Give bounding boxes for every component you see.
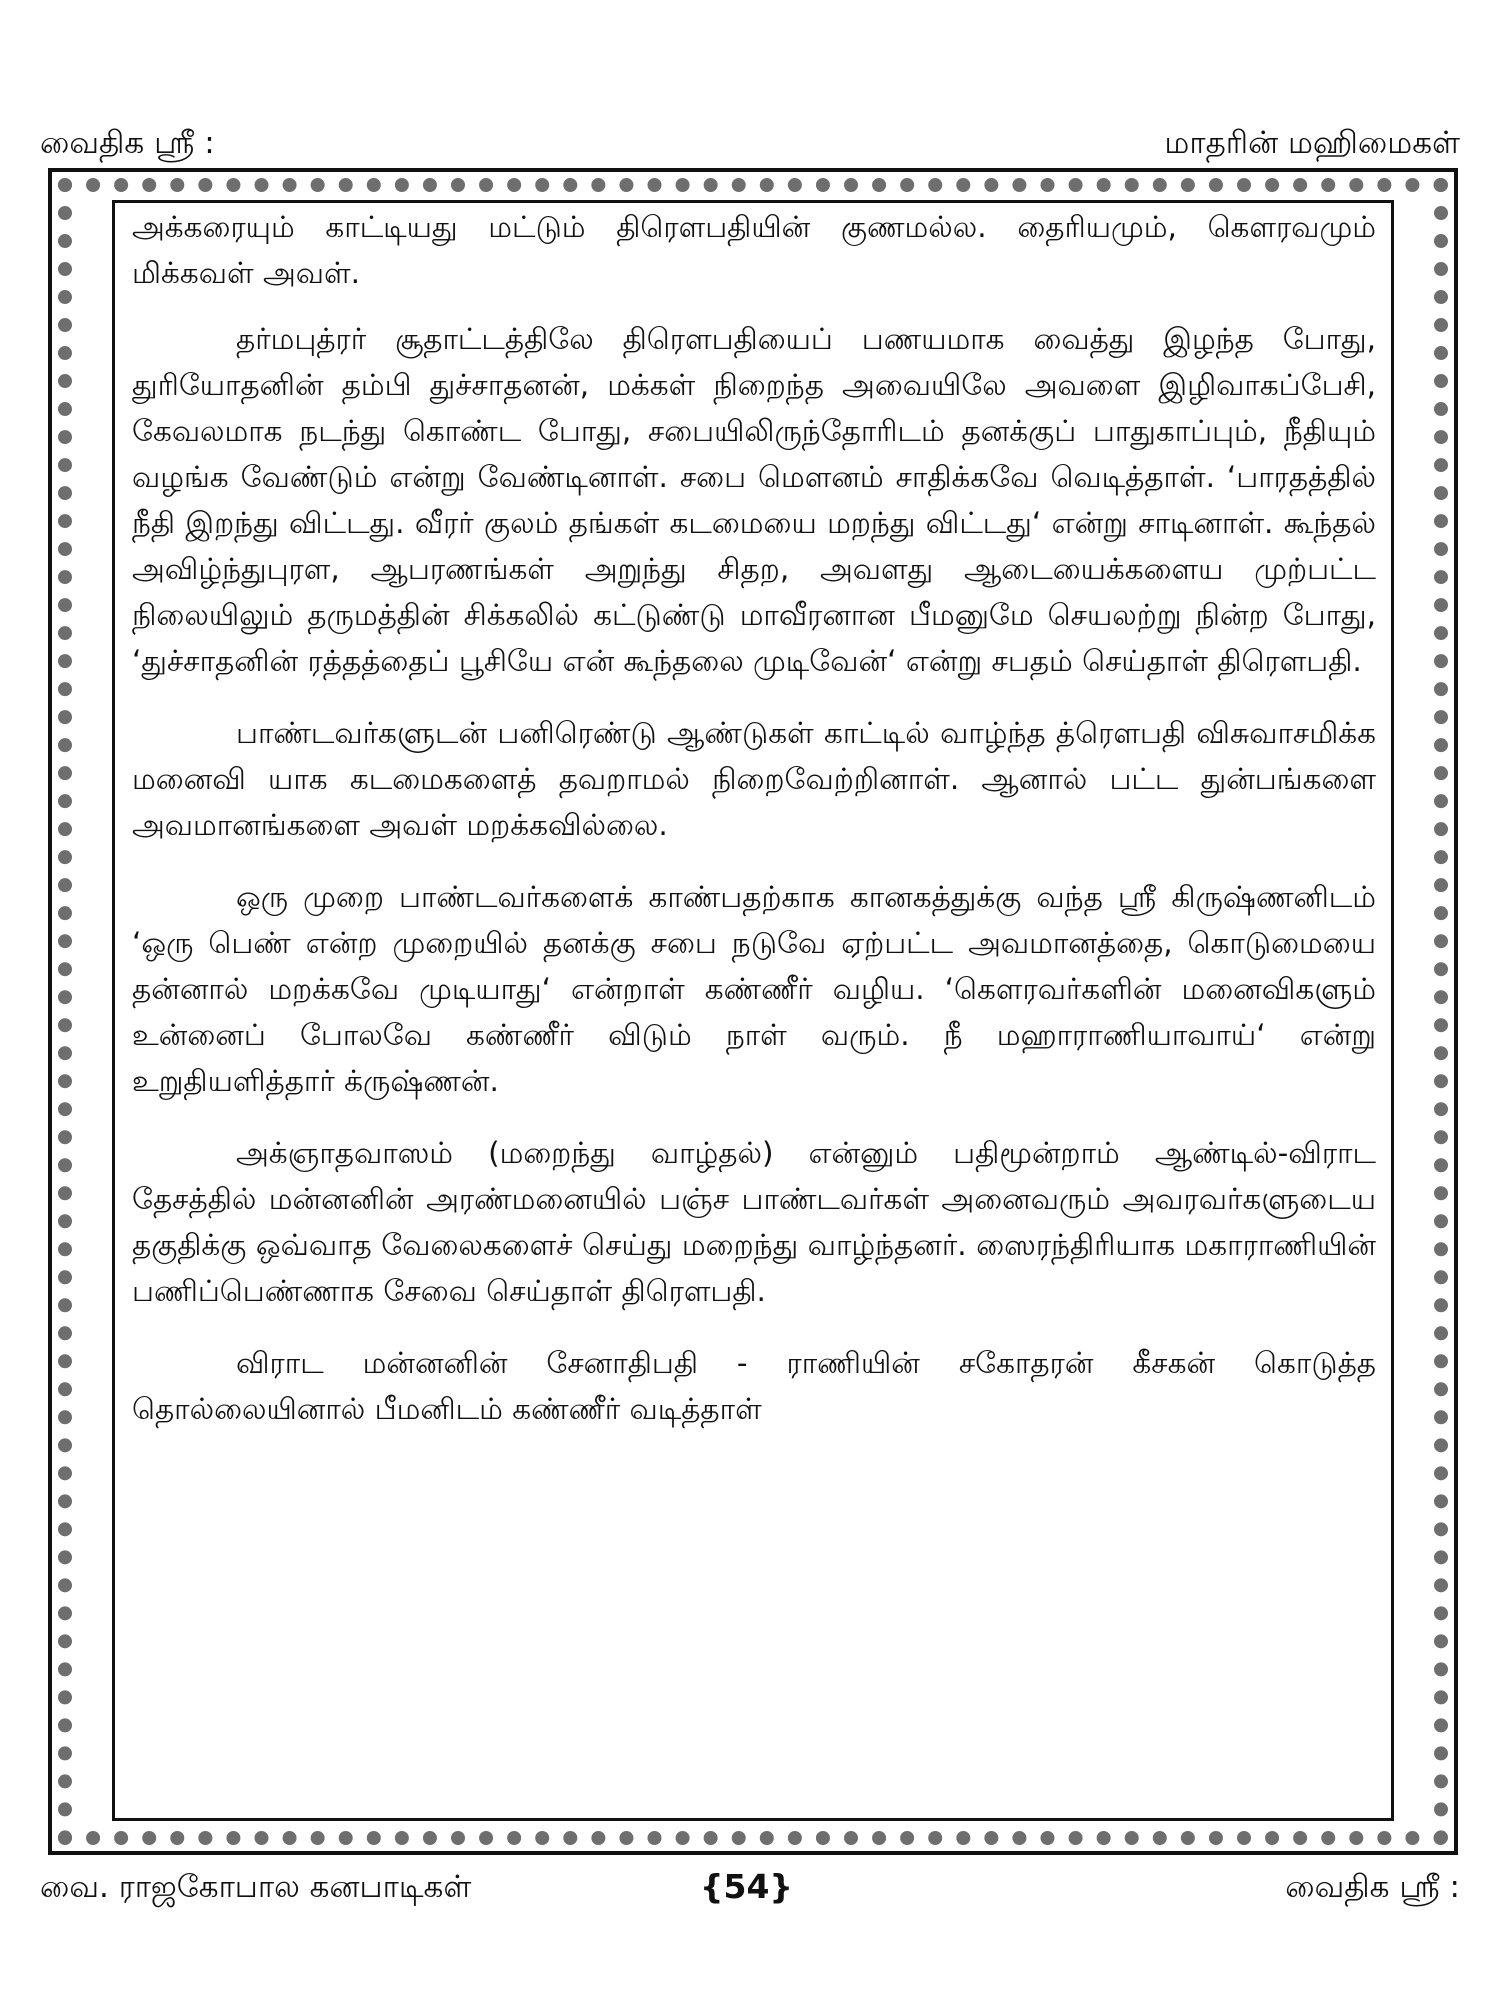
article-body [132, 204, 1376, 1814]
header-magazine-title: வைதிக ஸ்ரீ : [40, 125, 215, 161]
page-footer [40, 1862, 1460, 1912]
page-number: {54} [700, 1867, 793, 1906]
body-paragraph-1: அக்கரையும் காட்டியது மட்டும் திரௌபதியின் குணமல்ல. தைரியமும், கௌரவமும் மிக்கவள் அவள். [132, 210, 1376, 290]
page-header [40, 118, 1460, 168]
body-paragraph-3: பாண்டவர்களுடன் பனிரெண்டு ஆண்டுகள் காட்டில் வாழ்ந்த த்ரௌபதி விசுவாசமிக்க மனைவி யாக கடமைகளைத் தவறாமல் நிறைவேற்றினாள். ஆனால் பட்ட துன்பங்களை அவமானங்களை அவள் மறக்கவில்லை. [132, 716, 1376, 842]
body-paragraph-4: ஒரு முறை பாண்டவர்களைக் காண்பதற்காக கானகத்துக்கு வந்த ஸ்ரீ கிருஷ்ணனிடம் ‘ஒரு பெண் என்ற முறையில் தனக்கு சபை நடுவே ஏற்பட்ட அவமானத்தை, கொடுமையை தன்னால் மறக்கவே முடியாது‘ என்றாள் கண்ணீர் வழிய. ‘கௌரவர்களின் மனைவிகளும் உன்னைப் போலவே கண்ணீர் விடும் நாள் வரும். நீ மஹாராணியாவாய்‘ என்று உறுதியளித்தார் க்ருஷ்ணன். [132, 880, 1376, 1098]
body-paragraph-5: அக்ஞாதவாஸம் (மறைந்து வாழ்தல்) என்னும் பதிமூன்றாம் ஆண்டில்-விராட தேசத்தில் மன்னனின் அரண்மனையில் பஞ்ச பாண்டவர்கள் அனைவரும் அவரவர்களுடைய தகுதிக்கு ஒவ்வாத வேலைகளைச் செய்து மறைந்து வாழ்ந்தனர். ஸைரந்திரியாக மகாராணியின் பணிப்பெண்ணாக சேவை செய்தாள் திரௌபதி. [132, 1136, 1376, 1308]
header-article-title: மாதரின் மஹிமைகள் [1164, 125, 1460, 161]
footer-magazine-title: வைதிக ஸ்ரீ : [1285, 1869, 1460, 1905]
body-paragraph-6: விராட மன்னனின் சேனாதிபதி - ராணியின் சகோதரன் கீசகன் கொடுத்த தொல்லையினால் பீமனிடம் கண்ணீர் வடித்தாள் [132, 1346, 1376, 1426]
body-paragraph-2: தர்மபுத்ரர் சூதாட்டத்திலே திரௌபதியைப் பணயமாக வைத்து இழந்த போது, துரியோதனின் தம்பி துச்சாதனன், மக்கள் நிறைந்த அவையிலே அவளை இழிவாகப்பேசி, கேவலமாக நடந்து கொண்ட போது, சபையிலிருந்தோரிடம் தனக்குப் பாதுகாப்பும், நீதியும் வழங்க வேண்டும் என்று வேண்டினாள். சபை மௌனம் சாதிக்கவே வெடித்தாள். ‘பாரதத்தில் நீதி இறந்து விட்டது. வீரர் குலம் தங்கள் கடமையை மறந்து விட்டது‘ என்று சாடினாள். கூந்தல் அவிழ்ந்துபுரள, ஆபரணங்கள் அறுந்து சிதற, அவளது ஆடையைக்களைய முற்பட்ட நிலையிலும் தருமத்தின் சிக்கலில் கட்டுண்டு மாவீரனான பீமனுமே செயலற்று நின்ற போது, ‘துச்சாதனின் ரத்தத்தைப் பூசியே என் கூந்தலை முடிவேன்‘ என்று சபதம் செய்தாள் திரௌபதி. [132, 322, 1376, 678]
footer-author: வை. ராஜகோபால கனபாடிகள் [40, 1869, 472, 1905]
